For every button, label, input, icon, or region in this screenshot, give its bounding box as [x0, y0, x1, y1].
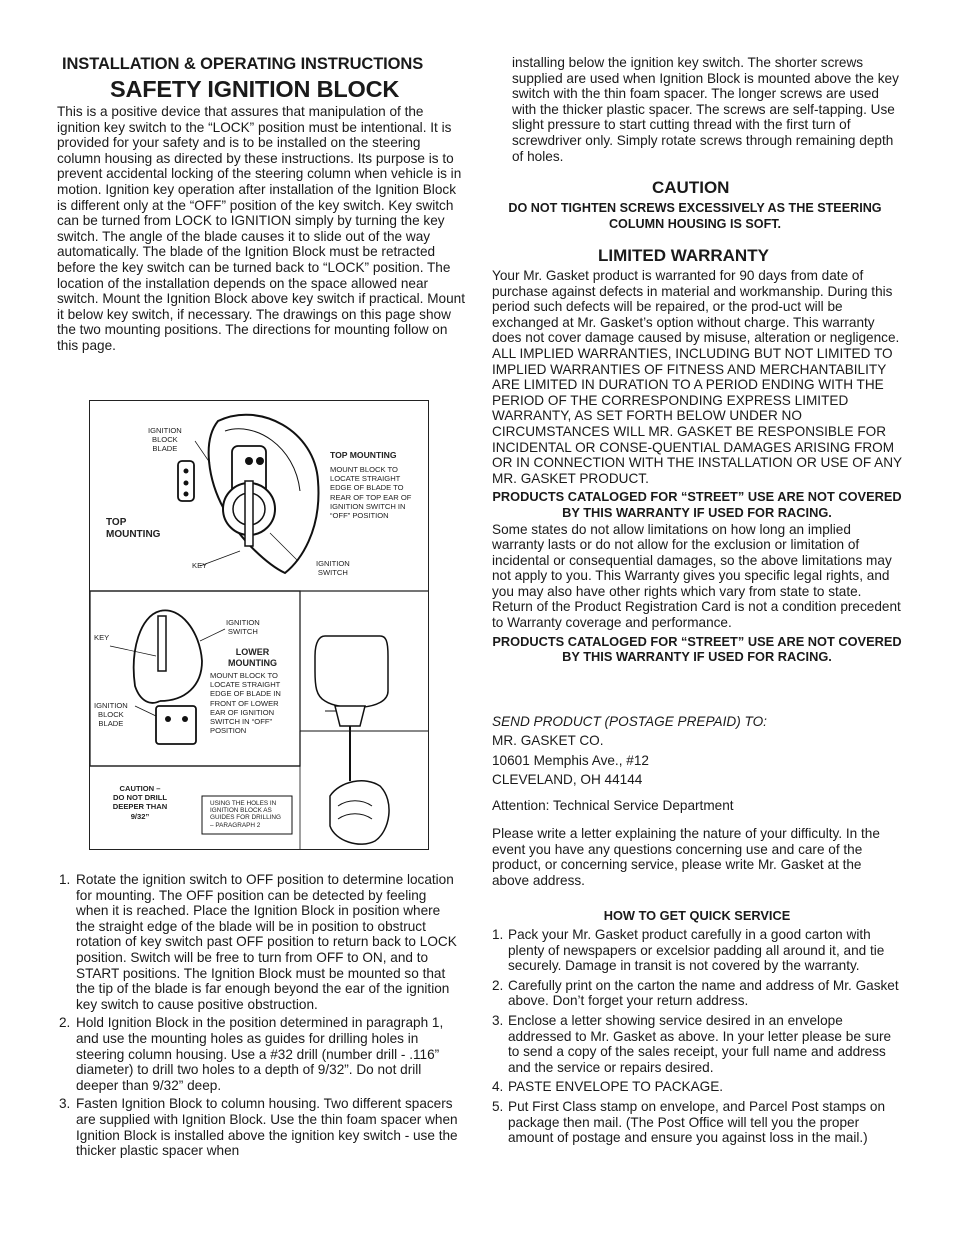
lower-mounting-heading: LOWER MOUNTING — [228, 647, 277, 668]
city-address: CLEVELAND, OH 44144 — [492, 772, 643, 788]
top-mounting-text: MOUNT BLOCK TO LOCATE STRAIGHT EDGE OF BLADE TO REAR OF TOP EAR OF IGNITION SWITCH IN “OFF” POSITION — [330, 465, 412, 521]
top-blade-label: IGNITION BLOCK BLADE — [148, 426, 182, 454]
letter-paragraph: Please write a letter explaining the nature of your difficulty. In the event you have any questions concerning use and care of the product, or concerning service, please write Mr. Gasket at the above address. — [492, 826, 880, 888]
warranty-states-paragraph: Some states do not allow limitations on how long an implied warranty lasts or do not allow for the exclusion or limitation of incidental or consequential damages, so the above limitations may not apply to you. This Warranty gives you specific legal rights, and you may also have other rights which vary from state to state. Return of the Product Registration Card is not a condition precedent to Warranty coverage and performance. — [492, 521, 901, 631]
list-item: 1. Pack your Mr. Gasket product carefully in a good carton with plenty of newspapers or excelsior padding all around it, and tie securely. Damage in transit is not covered by the warranty. — [492, 927, 885, 974]
company-name: MR. GASKET CO. — [492, 733, 604, 749]
lower-blade-label: IGNITION BLOCK BLADE — [94, 701, 128, 729]
list-item: 1. Rotate the ignition switch to OFF position to determine location for mounting. The OFF position can be detected by feeling when it is reached. Place the Ignition Block in position where the straight edge of the blade will be in position to obstruct rotation of key switch past OFF position to return back to LOCK position. Switch will be free to turn from OFF to ON, and to START positions. The Ignition Block must be mounted so that the tip of the blade is far enough beyond the ear of the ignition key switch to cause positive obstruction. — [59, 872, 457, 1012]
holes-note: USING THE HOLES IN IGNITION BLOCK AS GUIDES FOR DRILLING – PARAGRAPH 2 — [210, 800, 282, 829]
top-mounting-heading: TOP MOUNTING — [330, 450, 397, 460]
mounting-diagram — [89, 400, 429, 850]
caution-text: DO NOT TIGHTEN SCREWS EXCESSIVELY AS THE STEERING COLUMN HOUSING IS SOFT. — [508, 201, 882, 231]
page-title: SAFETY IGNITION BLOCK — [110, 76, 400, 102]
street-note-2: PRODUCTS CATALOGED FOR “STREET” USE ARE NOT COVERED BY THIS WARRANTY IF USED FOR RACING. — [492, 633, 902, 665]
warranty-section — [492, 268, 902, 665]
caution-heading: CAUTION — [652, 178, 730, 197]
step3-continued: installing below the ignition key switch. The shorter screws supplied are used when Ignition Block is mounted above the key switch with the thin foam spacer. The longer screws are used with the thicker plastic spacer. The screws are self-tapping. Use slight pressure to start cutting thread with the first turn of screwdriver only. Simply rotate screws through remaining depth of holes. — [512, 55, 899, 164]
lower-mounting-text: MOUNT BLOCK TO LOCATE STRAIGHT EDGE OF BLADE IN FRONT OF LOWER EAR OF IGNITION SWITCH IN “OFF” POSITION — [210, 671, 281, 736]
caution-drill-label: CAUTION – DO NOT DRILL DEEPER THAN 9/32” — [112, 784, 168, 821]
street-address: 10601 Memphis Ave., #12 — [492, 752, 649, 768]
warranty-heading: LIMITED WARRANTY — [598, 246, 769, 265]
quick-service-heading: HOW TO GET QUICK SERVICE — [603, 908, 791, 923]
warranty-paragraph: Your Mr. Gasket product is warranted for 90 days from date of purchase against defects in material and workmanship. During this period such defects will be repaired, or the prod-uct will be exchanged at Mr. Gasket’s option without charge. This warranty does not cover damage caused by misuse, alteration or negligence. ALL IMPLIED WARRANTIES, INCLUDING BUT NOT LIMITED TO IMPLIED WARRANTIES OF FITNESS AND MERCHANTABILITY ARE LIMITED IN DURATION TO A PERIOD ENDING WITH THE PERIOD OF THE CORRESPONDING EXPRESS LIMITED WARRANTY, AS SET FORTH BELOW UNDER NO CIRCUMSTANCES WILL MR. GASKET BE RESPONSIBLE FOR INCIDENTAL OR CONSE-QUENTIAL DAMAGES ARISING FROM OR IN CONNECTION WITH THE INSTALLATION OR USE OF ANY MR. GASKET PRODUCT. — [492, 268, 902, 486]
list-item: 2. Carefully print on the carton the name and address of Mr. Gasket above. Don’t forget your return address. — [492, 977, 899, 1009]
street-note: PRODUCTS CATALOGED FOR “STREET” USE ARE NOT COVERED BY THIS WARRANTY IF USED FOR RACING. — [492, 489, 902, 520]
lower-switch-label: IGNITION SWITCH — [226, 618, 260, 637]
mounting-steps — [57, 872, 462, 1162]
intro-paragraph: This is a positive device that assures that manipulation of the ignition key switch to the “LOCK” position must be intentional. It is provided for your safety and is to be installed on the steering column housing as directed by these instructions. Its purpose is to prevent accidental locking of the steering column when vehicle is in motion. Ignition key operation after installation of the Ignition Block is different only at the “OFF” position of the key switch. Key switch can be turned from LOCK to IGNITION simply by turning the key switch. The angle of the blade causes it to slide out of the way automatically. The blade of the Ignition Block must be retracted before the key switch can be turned back to “LOCK” position. The location of the installation depends on the space allowed near switch. Mount the Ignition Block above key switch if practical. Mount it below key switch, if necessary. The drawings on this page show the two mounting positions. The directions for mounting follow on this page. — [57, 104, 465, 353]
quick-service-list — [492, 927, 902, 1150]
list-item: 2. Hold Ignition Block in the position determined in paragraph 1, and use the mounting holes as guides for drilling holes in steering column housing. Use a #32 drill (number drill - .116” diameter) to drill two holes to a depth of 9/32”. Do not drill deeper than 9/32” deep. — [59, 1015, 444, 1093]
list-item: 5. Put First Class stamp on envelope, and Parcel Post stamps on package then mail. (The Post Office will tell you the proper amount of postage and ensure you against loss in the mail.) — [492, 1098, 886, 1146]
subtitle-heading: INSTALLATION & OPERATING INSTRUCTIONS — [62, 55, 424, 73]
send-heading: SEND PRODUCT (POSTAGE PREPAID) TO: — [492, 714, 767, 729]
list-item: 3. Fasten Ignition Block to column housing. Two different spacers are supplied with Ignition Block. Use the thin foam spacer when Ignition Block is installed above the ignition key switch - use the thicker plastic spacer when — [59, 1096, 458, 1159]
send-section — [492, 712, 902, 889]
attention-line: Attention: Technical Service Department — [492, 797, 734, 813]
top-switch-label: IGNITION SWITCH — [316, 559, 350, 578]
top-key-label: KEY — [192, 561, 208, 570]
lower-key-label: KEY — [94, 633, 110, 642]
top-mounting-label: TOP MOUNTING — [106, 517, 161, 540]
list-item: 4. PASTE ENVELOPE TO PACKAGE. — [492, 1079, 724, 1095]
list-item: 3. Enclose a letter showing service desired in an envelope addressed to Mr. Gasket as above. In your letter please be sure to send a copy of the sales receipt, your full name and address and the service or repairs desired. — [492, 1012, 892, 1075]
